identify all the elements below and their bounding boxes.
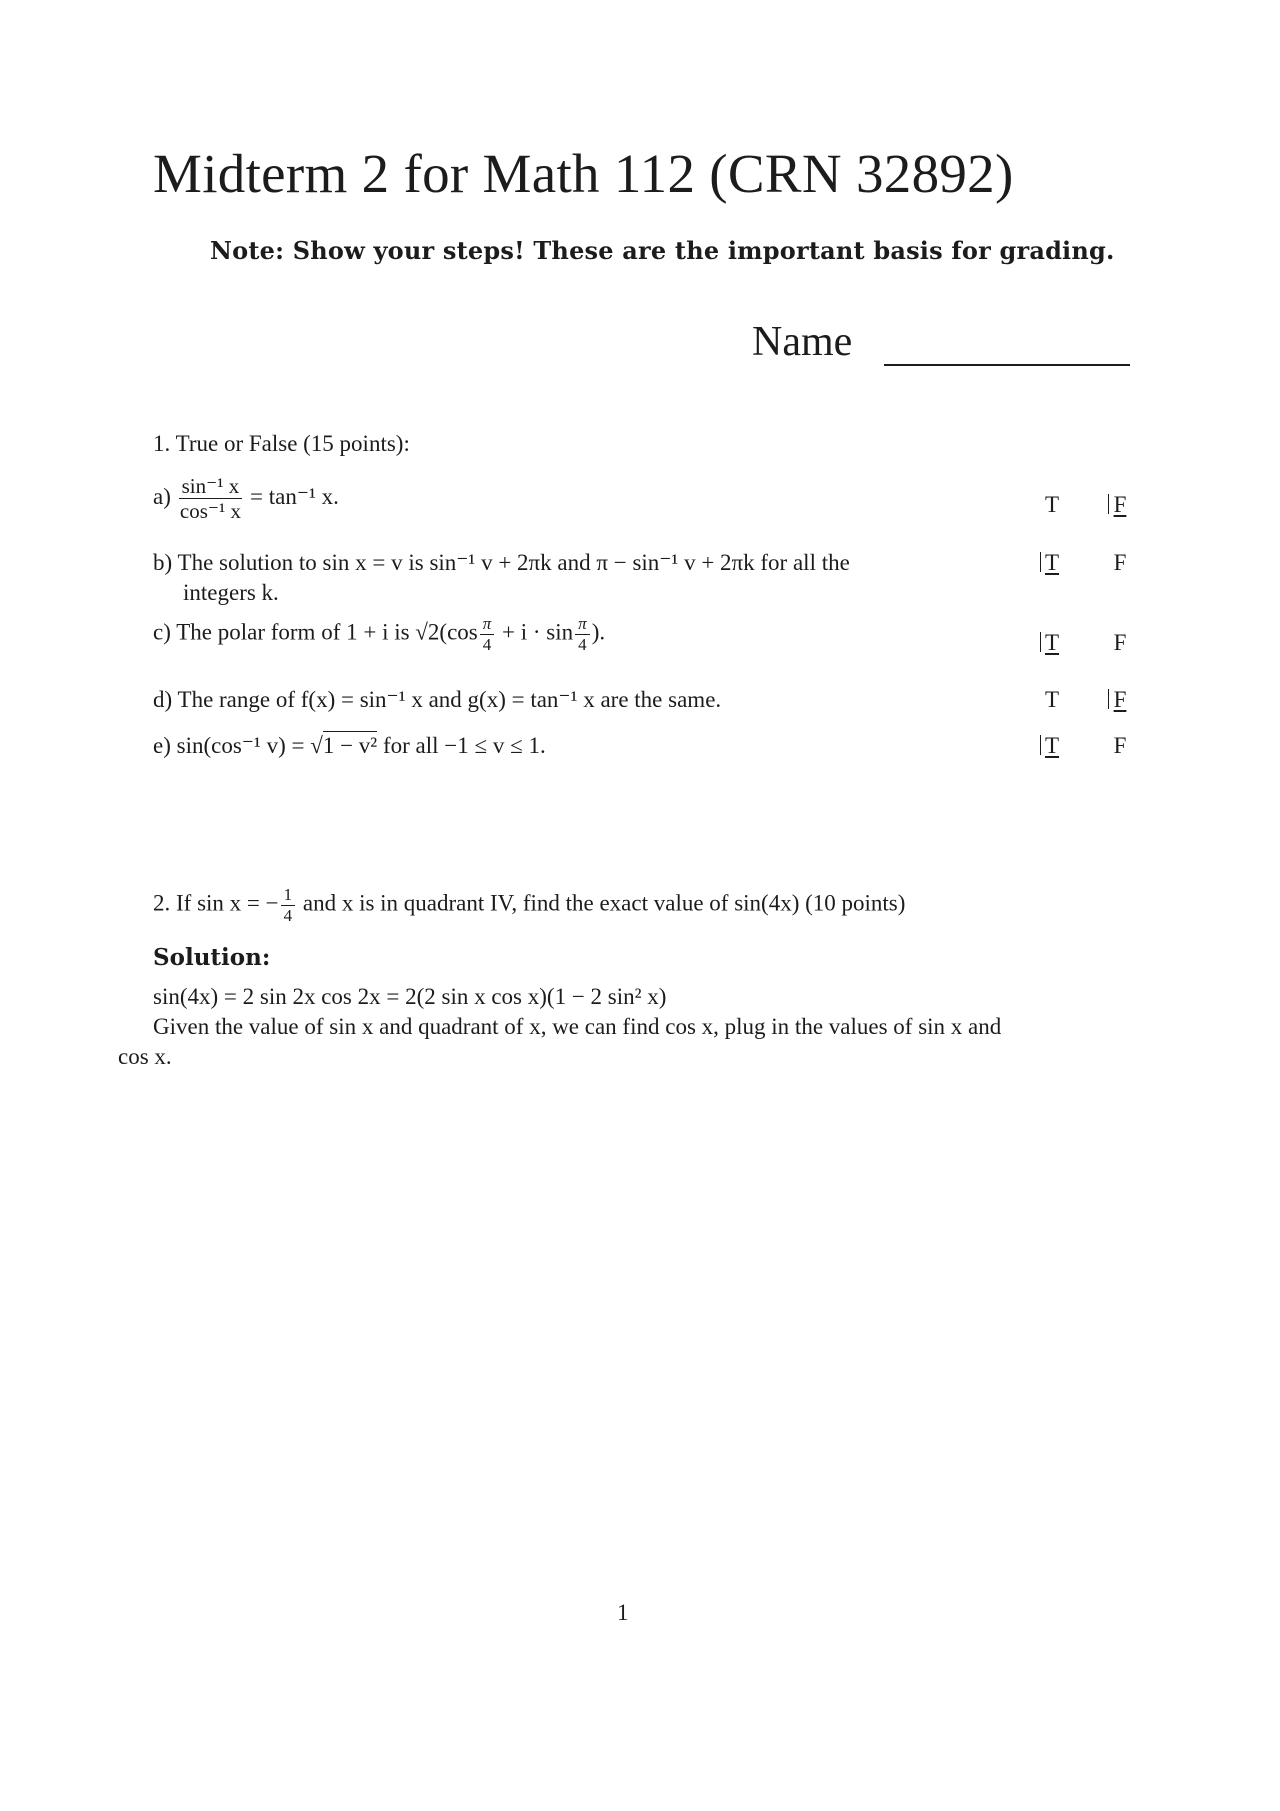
item-text-post: for all −1 ≤ v ≤ 1. — [382, 733, 546, 758]
true-option-d[interactable]: T — [1044, 687, 1060, 712]
page-number: 1 — [617, 1600, 629, 1625]
question-1a — [153, 474, 339, 523]
question-1b — [153, 550, 850, 576]
true-option-c-circled[interactable]: T — [1040, 630, 1064, 656]
item-text-pre: The polar form of 1 + i is √2(cos — [176, 619, 478, 645]
fraction-denominator: 4 — [283, 905, 293, 925]
false-option-d-circled[interactable]: F — [1108, 687, 1132, 713]
name-label: Name — [752, 319, 853, 365]
question-1-heading: 1. True or False (15 points): — [153, 431, 410, 456]
question-2 — [153, 885, 905, 925]
name-blank-line[interactable] — [884, 364, 1130, 366]
fraction-numerator: π — [575, 614, 590, 635]
true-option-b-circled[interactable]: T — [1040, 550, 1064, 576]
item-text-line1: The solution to sin x = v is sin⁻¹ v + 2πk and π − sin⁻¹ v + 2πk for all the — [177, 550, 850, 575]
question-1e — [153, 733, 546, 759]
true-option-e-circled[interactable]: T — [1040, 733, 1064, 759]
item-text-pre: sin(cos⁻¹ v) = √ — [176, 733, 323, 758]
fraction-denominator: 4 — [578, 634, 587, 654]
question-1d — [153, 687, 721, 713]
solution-line-1: sin(4x) = 2 sin 2x cos 2x = 2(2 sin x cos x)(1 − 2 sin² x) — [153, 984, 667, 1009]
item-label: e) — [153, 733, 171, 758]
exam-title: Midterm 2 for Math 112 (CRN 32892) — [153, 143, 1014, 204]
item-label: b) — [153, 550, 173, 575]
fraction-denominator: cos⁻¹ x — [179, 499, 241, 524]
solution-label: Solution: — [153, 944, 271, 971]
false-option-a-circled[interactable]: F — [1108, 492, 1132, 518]
question-2-post: and x is in quadrant IV, find the exact value of sin(4x) (10 points) — [302, 890, 906, 916]
fraction-numerator: sin⁻¹ x — [179, 474, 243, 499]
question-2-pre: 2. If sin x = − — [153, 890, 279, 916]
solution-line-3: cos x. — [118, 1044, 172, 1069]
question-1c — [153, 614, 605, 654]
solution-line-2: Given the value of sin x and quadrant of x, we can find cos x, plug in the values of sin x and — [153, 1014, 1002, 1039]
question-1b-line2: integers k. — [183, 580, 279, 605]
true-option-a[interactable]: T — [1044, 492, 1060, 517]
fraction-numerator: 1 — [281, 885, 296, 906]
square-root-radicand: 1 − v² — [322, 733, 378, 758]
fraction-one-quarter — [281, 885, 296, 925]
item-text-mid: + i · sin — [502, 619, 574, 645]
fraction-pi-over-4 — [575, 614, 590, 654]
fraction-numerator: π — [480, 614, 495, 635]
item-label: d) — [153, 687, 173, 712]
item-label: a) — [153, 483, 171, 509]
item-label: c) — [153, 619, 171, 645]
fraction-denominator: 4 — [482, 634, 492, 654]
false-option-e[interactable]: F — [1113, 733, 1127, 758]
grading-note: Note: Show your steps! These are the important basis for grading. — [210, 236, 1115, 265]
item-text: = tan⁻¹ x. — [250, 483, 339, 509]
item-text-post: ). — [591, 619, 606, 645]
fraction-pi-over-4 — [480, 614, 495, 654]
false-option-b[interactable]: F — [1113, 550, 1127, 575]
item-text: The range of f(x) = sin⁻¹ x and g(x) = tan⁻¹ x are the same. — [177, 687, 722, 712]
false-option-c[interactable]: F — [1113, 630, 1127, 655]
fraction — [179, 474, 243, 523]
